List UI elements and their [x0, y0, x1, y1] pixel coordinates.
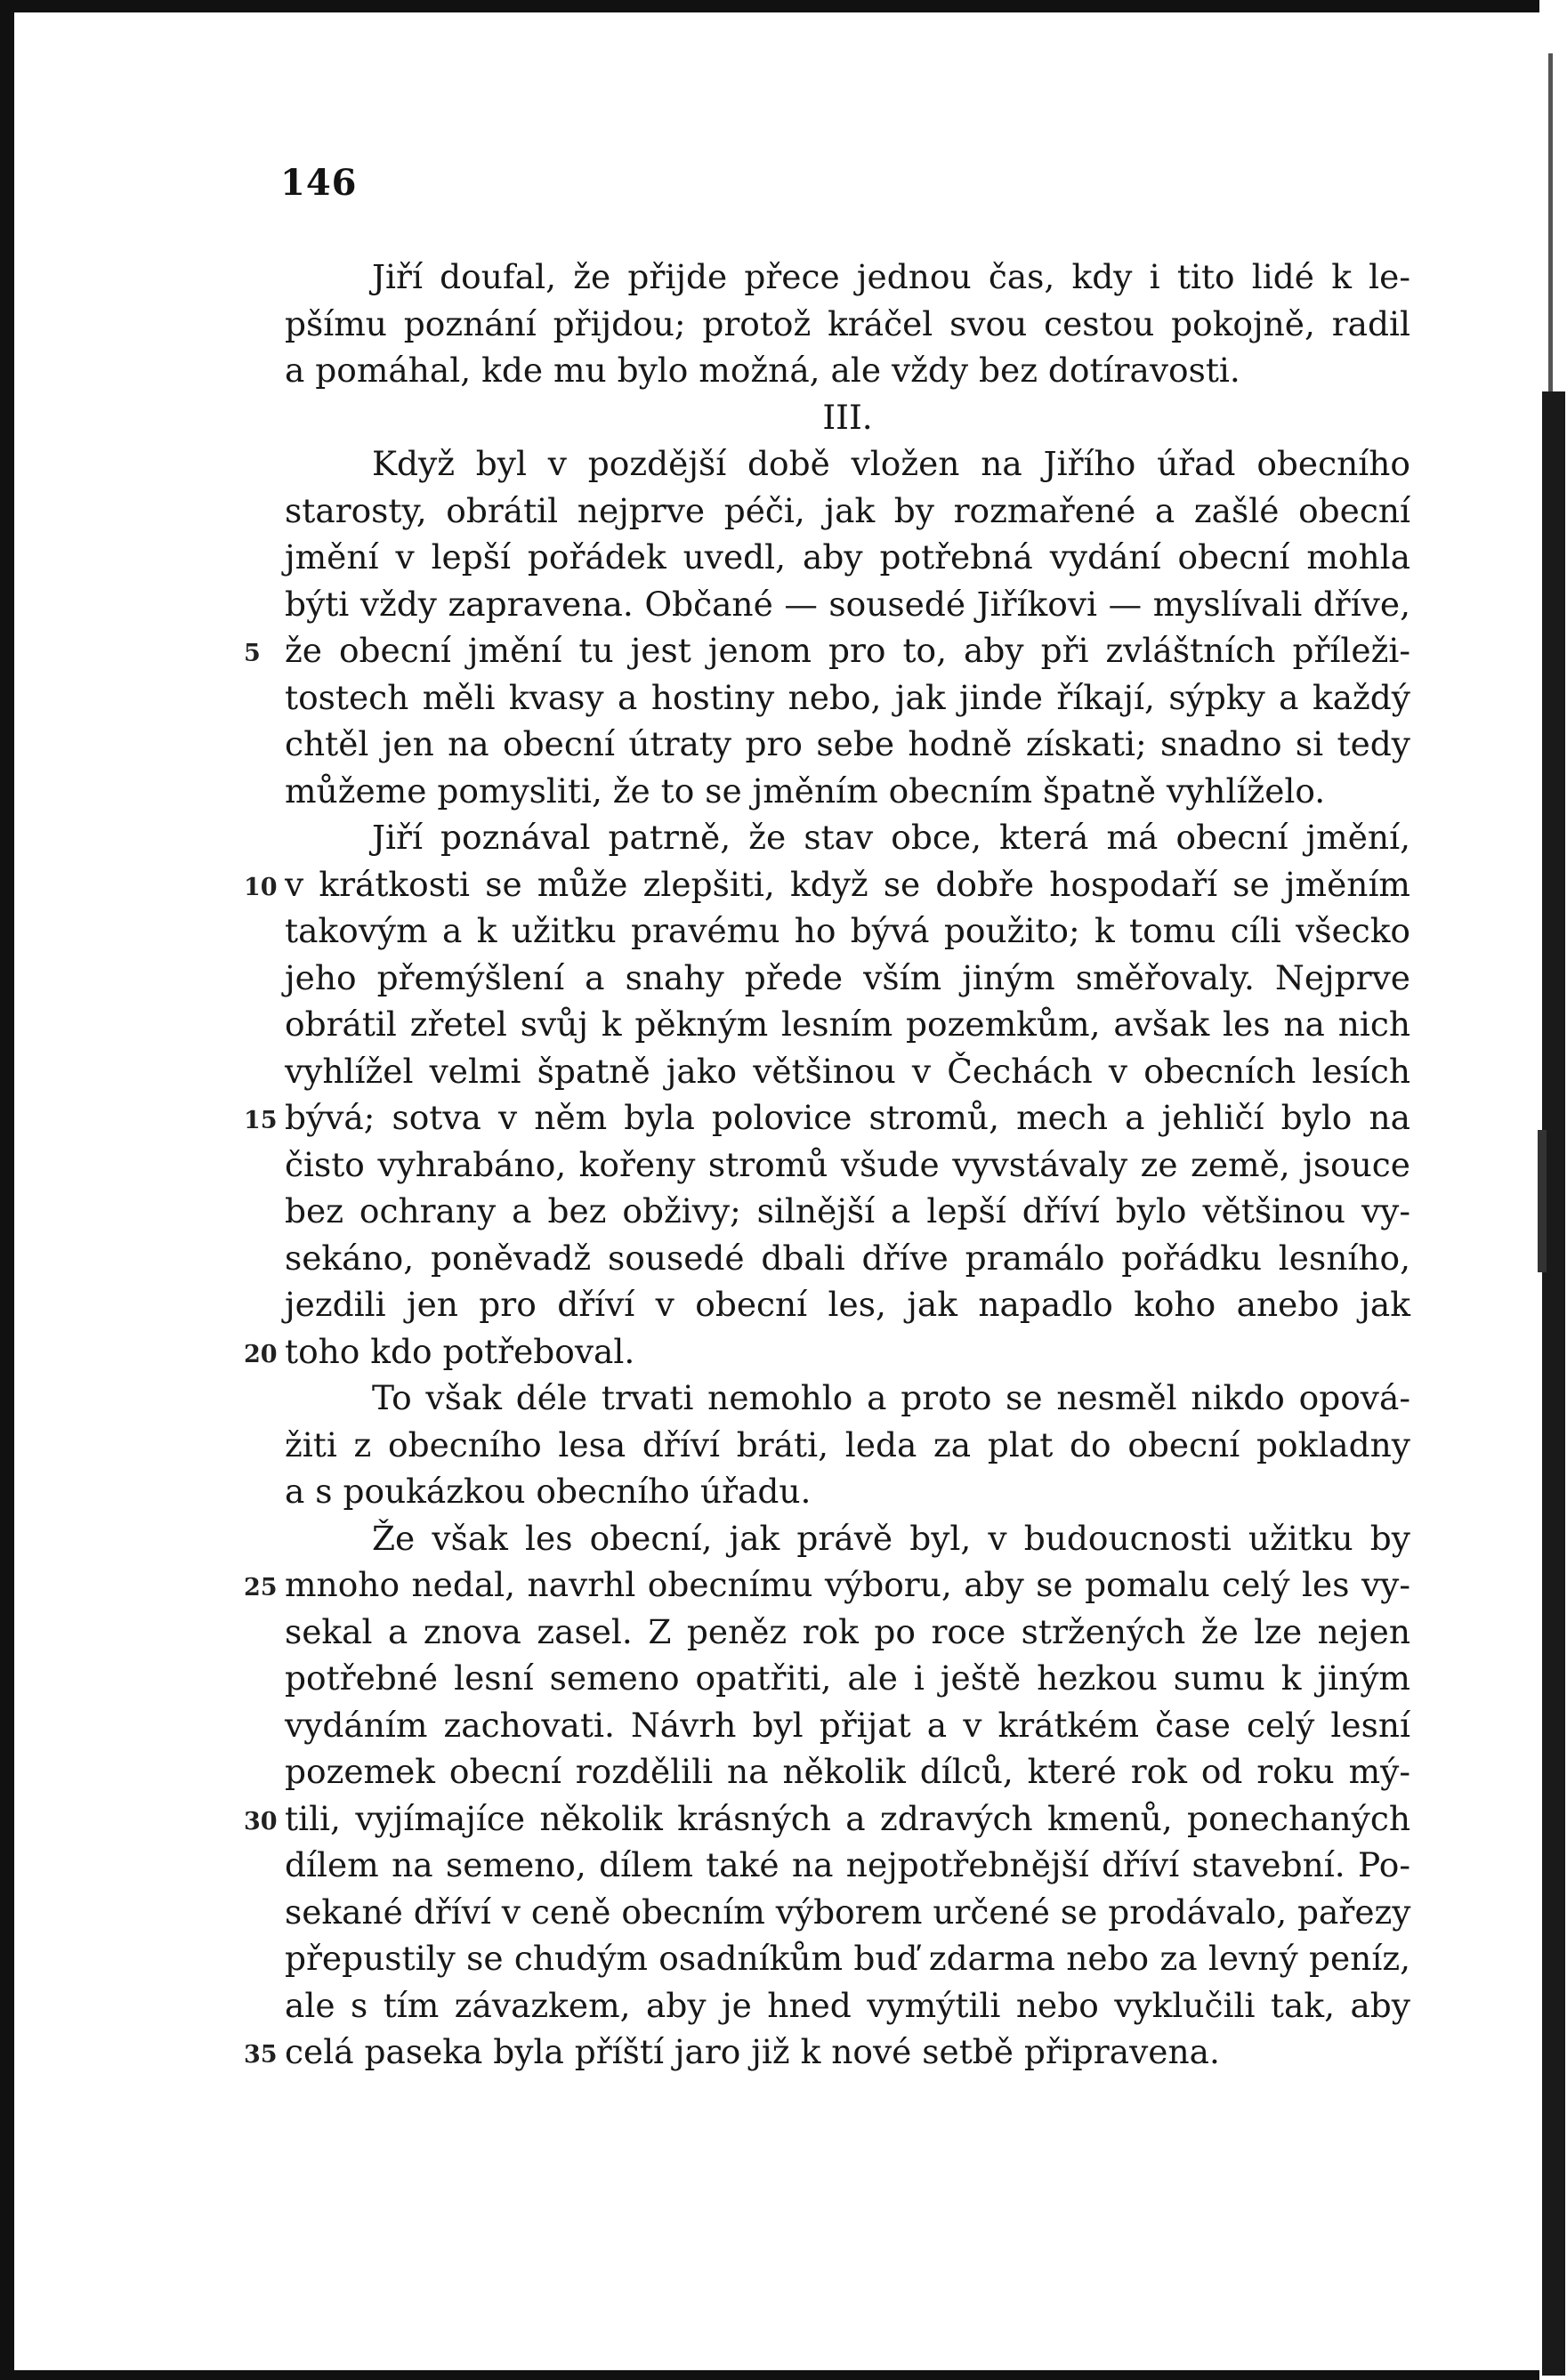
line-number: 5	[244, 640, 261, 667]
text-line: Jiří doufal, že přijde přece jednou čas, kdy i tito lidé k le-	[372, 257, 1410, 296]
text-line: bez ochrany a bez obživy; silnější a lepší dříví bylo většinou vy-	[285, 1191, 1410, 1230]
scan-artifact	[1538, 1130, 1547, 1272]
text-line: pšímu poznání přijdou; protož kráčel svou cestou pokojně, radil	[285, 303, 1410, 343]
text-line: potřebné lesní semeno opatřiti, ale i ještě hezkou sumu k jiným	[285, 1658, 1410, 1698]
text-line: 25 mnoho nedal, navrhl obecnímu výboru, aby se pomalu celý les vy-	[285, 1561, 1410, 1609]
scan-edge-bottom	[0, 2370, 1567, 2380]
text-line: obrátil zřetel svůj k pěkným lesním pozemkům, avšak les na nich	[285, 1004, 1410, 1044]
line-number: 30	[244, 1807, 278, 1835]
text-line: tostech měli kvasy a hostiny nebo, jak jinde říkají, sýpky a každý	[285, 677, 1410, 717]
body-text	[244, 254, 1411, 2076]
scan-artifact	[1548, 53, 1553, 391]
text-line: takovým a k užitku pravému ho bývá použito; k tomu cíli všecko	[285, 911, 1410, 950]
scan-edge-top	[0, 0, 1567, 12]
text-line: sekal a znova zasel. Z peněz rok po roce stržených že lze nejen	[285, 1611, 1410, 1651]
text-line: 35 celá paseka byla příští jaro již k nové setbě připravena.	[285, 2029, 1410, 2076]
line-number: 10	[244, 873, 278, 901]
text-line: jmění v lepší pořádek uvedl, aby potřebná vydání obecní mohla	[285, 537, 1410, 577]
text-line: pozemek obecní rozdělili na několik dílců, které rok od roku mý-	[285, 1752, 1410, 1791]
text-line: To však déle trvati nemohlo a proto se nesměl nikdo opová-	[372, 1378, 1410, 1417]
text-line: dílem na semeno, dílem také na nejpotřebnější dříví stavební. Po-	[285, 1845, 1410, 1884]
page-number: 146	[280, 162, 358, 204]
line-number: 35	[244, 2041, 278, 2069]
text-line: vyhlížel velmi špatně jako většinou v Čechách v obecních lesích	[285, 1051, 1410, 1091]
text-line: čisto vyhrabáno, kořeny stromů všude vyvstávaly ze země, jsouce	[285, 1144, 1410, 1184]
text-line: 30 tili, vyjímajíce několik krásných a zdravých kmenů, ponechaných	[285, 1795, 1410, 1843]
text-line: vydáním zachovati. Návrh byl přijat a v krátkém čase celý lesní	[285, 1705, 1410, 1745]
text-line: můžeme pomysliti, že to se jměním obecním špatně vyhlíželo.	[285, 770, 1326, 811]
text-line: Když byl v pozdější době vložen na Jiřího úřad obecního	[372, 444, 1410, 483]
line-number: 15	[244, 1107, 278, 1134]
scan-edge-left	[0, 0, 14, 2380]
text-line: 5 že obecní jmění tu jest jenom pro to, aby při zvláštních příleži-	[285, 627, 1410, 674]
text-line: jezdili jen pro dříví v obecní les, jak napadlo koho anebo jak	[285, 1285, 1410, 1324]
text-line: jeho přemýšlení a snahy přede vším jiným směřovaly. Nejprve	[285, 957, 1410, 997]
line-number: 20	[244, 1340, 278, 1368]
text-line: 20 toho kdo potřeboval.	[285, 1328, 1410, 1376]
text-line: 10 v krátkosti se může zlepšiti, když se dobře hospodaří se jměním	[285, 861, 1410, 908]
text-line: žiti z obecního lesa dříví bráti, leda za plat do obecní pokladny	[285, 1424, 1410, 1464]
text-line: a s poukázkou obecního úřadu.	[285, 1472, 812, 1511]
text-line: Jiří poznával patrně, že stav obce, která má obecní jmění,	[372, 818, 1410, 857]
text-line: 15 bývá; sotva v něm byla polovice stromů, mech a jehličí bylo na	[285, 1094, 1410, 1142]
text-line: starosty, obrátil nejprve péči, jak by rozmařené a zašlé obecní	[285, 490, 1410, 530]
text-line: chtěl jen na obecní útraty pro sebe hodně získati; snadno si tedy	[285, 724, 1410, 763]
text-line: sekané dříví v ceně obecním výborem určené se prodávalo, pařezy	[285, 1892, 1411, 1932]
text-line: a pomáhal, kde mu bylo možná, ale vždy bez dotíravosti.	[285, 351, 1240, 390]
page-gutter-shadow	[1542, 391, 1565, 2376]
text-line: přepustily se chudým osadníkům buď zdarma nebo za levný peníz,	[285, 1939, 1410, 1978]
line-number: 25	[244, 1574, 278, 1601]
text-line: Že však les obecní, jak právě byl, v budoucnosti užitku by	[372, 1518, 1410, 1558]
text-line: býti vždy zapravena. Občané — sousedé Jiříkovi — myslívali dříve,	[285, 584, 1410, 624]
section-heading: III.	[822, 397, 873, 437]
text-line: sekáno, poněvadž sousedé dbali dříve pramálo pořádku lesního,	[285, 1238, 1410, 1278]
text-line: ale s tím závazkem, aby je hned vymýtili nebo vyklučili tak, aby	[285, 1985, 1410, 2025]
